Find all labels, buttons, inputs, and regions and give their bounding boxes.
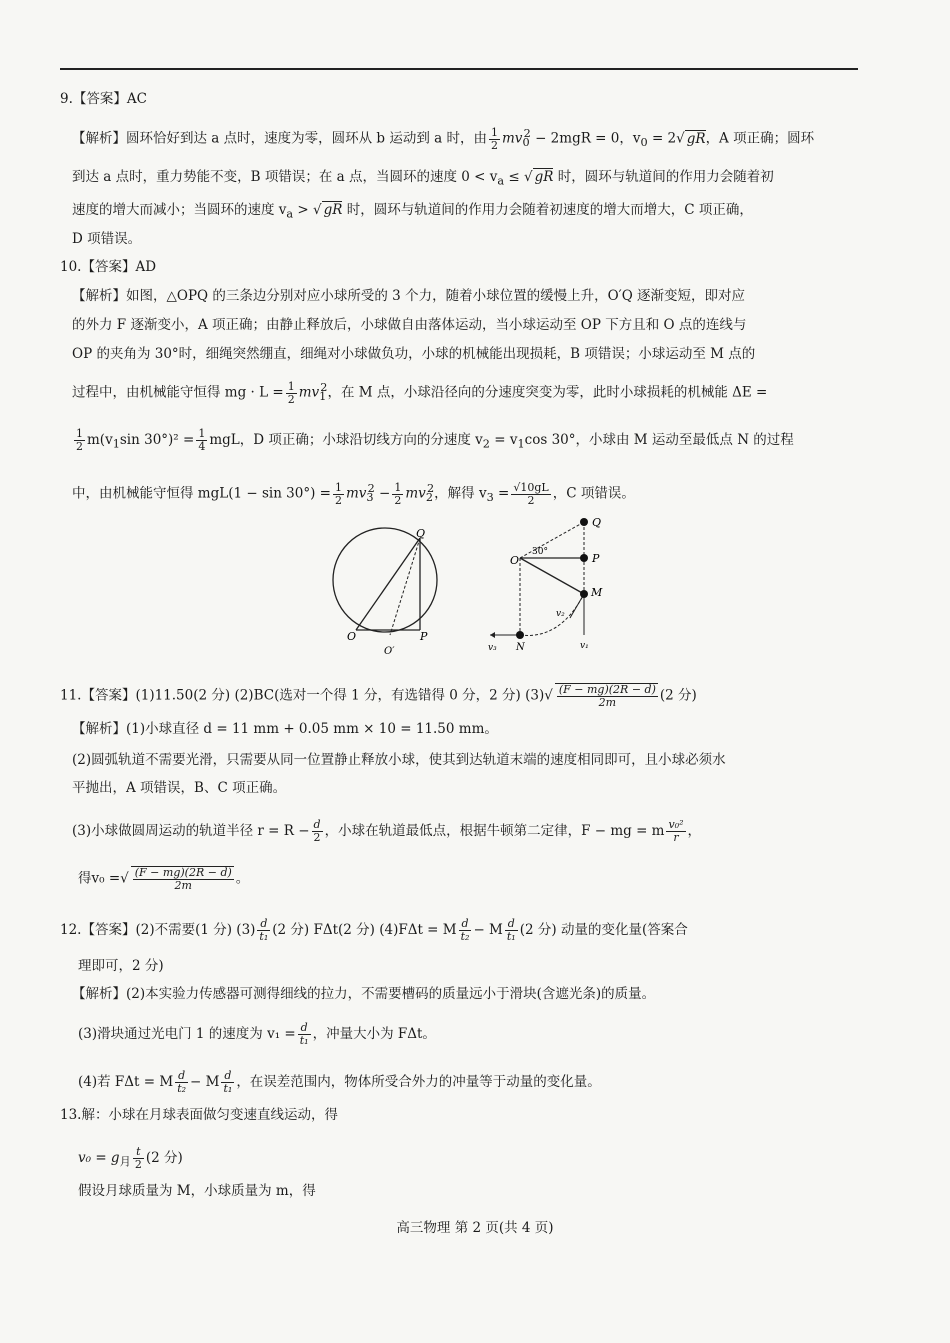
top-rule xyxy=(60,68,858,70)
label-O2: O xyxy=(510,554,520,567)
label-v3: v₃ xyxy=(488,643,497,653)
q9-analysis-line-3: 速度的增大而减小；当圆环的速度 $v_a$ > √ gR 时，圆环与轨道间的作用力会随着初速度的增大而增大，C 项正确， xyxy=(72,202,753,221)
label-P2: P xyxy=(592,552,600,565)
circle-diagram xyxy=(333,527,437,657)
q12-answer-line-2: 理即可，2 分) xyxy=(78,958,164,974)
q11-analysis-line-1: 【解析】(1)小球直径 d = 11 mm + 0.05 mm × 10 = 11.50 mm。 xyxy=(72,721,498,737)
label-v2: v₂ xyxy=(556,609,565,619)
q13-line-3: 假设月球质量为 M，小球质量为 m，得 xyxy=(78,1183,316,1199)
q11-analysis-line-3: 平抛出，A 项错误，B、C 项正确。 xyxy=(72,780,287,796)
q9-answer: 9.【答案】AC xyxy=(60,91,147,107)
q10-analysis-line-1: 【解析】如图，△OPQ 的三条边分别对应小球所受的 3 个力，随着小球位置的缓慢上升，O′Q 逐渐变短，即对应 xyxy=(72,288,746,304)
q12-analysis-line-2: (3)滑块通过光电门 1 的速度为 v₁ = $\frac{d}{\text{t₁}}$ ，冲量大小为 FΔt。 xyxy=(78,1021,436,1047)
q11-analysis-line-4: (3)小球做圆周运动的轨道半径 r = R − $\frac{d}{2}$ ，小球在轨道最低点，根据牛顿第二定律，F − mg = m $\frac{\text{v₀²}}{r}$ ， xyxy=(72,818,702,844)
label-Q: Q xyxy=(416,527,426,540)
label-v1: v₁ xyxy=(580,641,589,651)
q9-analysis-line-2: 到达 a 点时，重力势能不变，B 项错误；在 a 点，当圆环的速度 $0 < v_a$ ≤ √ gR 时，圆环与轨道间的作用力会随着初 xyxy=(72,169,774,188)
q12-answer: 12.【答案】(2)不需要(1 分) (3) $\frac{d}{\text{t₁}}$ (2 分) FΔt(2 分) (4)FΔt = M $\frac{d}{\text{t₂}}$ − M $\frac{d}{\text{t₁}}$ (2 分) 动量的变化量(答案合 xyxy=(60,917,688,943)
q12-analysis-line-3: (4)若 FΔt = M $\frac{d}{\text{t₂}}$ − M $\frac{d}{\text{t₁}}$ ，在误差范围内，物体所受合外力的冲量等于动量的变化量。 xyxy=(78,1069,601,1095)
label-M: M xyxy=(591,586,603,599)
q10-analysis-line-3: OP 的夹角为 30°时，细绳突然绷直，细绳对小球做负功，小球的机械能出现损耗，B 项错误；小球运动至 M 点的 xyxy=(72,346,756,362)
label-Q2: Q xyxy=(592,516,602,529)
q10-analysis-line-2: 的外力 F 逐渐变小，A 项正确；由静止释放后，小球做自由落体运动，当小球运动至 OP 下方且和 O 点的连线与 xyxy=(72,317,747,333)
label-N: N xyxy=(516,642,525,653)
pendulum-diagram xyxy=(488,516,603,653)
q13-line-1: 13.解：小球在月球表面做匀变速直线运动，得 xyxy=(60,1107,338,1123)
q9-analysis-line-4: D 项错误。 xyxy=(72,231,142,247)
label-O-prime: O′ xyxy=(384,646,395,657)
q10-analysis-line-5: $\frac{1}{2}$ $m(v_1\sin$ 30°)² = $\frac{1}{4}$ mgL，D 项正确；小球沿切线方向的分速度 $v_2 = v_1\cos$ 30°，小球由 M 运动至最低点 N 的过程 xyxy=(76,427,794,453)
q10-answer: 10.【答案】AD xyxy=(60,259,157,275)
q13-line-2: $v_0 = g_月$ $\frac{t}{2}$ (2 分) xyxy=(78,1145,183,1171)
q11-analysis-line-2: (2)圆弧轨道不需要光滑，只需要从同一位置静止释放小球，使其到达轨道末端的速度相同即可，且小球必须水 xyxy=(72,752,726,768)
q10-analysis-line-4: 过程中，由机械能守恒得 mg · L = $\frac{1}{2}$ $mv_1^2$，在 M 点，小球沿径向的分速度突变为零，此时小球损耗的机械能 ΔE = xyxy=(72,379,768,406)
q11-analysis-line-5: 得v₀ =√ $\frac{(F - mg)(2R - d)}{2m}$ 。 xyxy=(78,866,250,892)
q12-analysis-line-1: 【解析】(2)本实验力传感器可测得细线的拉力，不需要槽码的质量远小于滑块(含遮光条)的质量。 xyxy=(72,986,656,1002)
q10-figure xyxy=(320,510,630,660)
q9-analysis-line-1: 【解析】圆环恰好到达 a 点时，速度为零，圆环从 b 运动到 a 时，由 $\frac{1}{2}$ $mv_0^2 - 2mgR = 0$，$v_0 = 2√$ gR，A 项正确；圆环 xyxy=(72,125,815,152)
q11-answer: 11.【答案】(1)11.50(2 分) (2)BC(选对一个得 1 分，有选错得 0 分，2 分) (3)√ $\frac{(F - mg)(2R - d)}{2m}$ (2 分) xyxy=(60,683,697,709)
page-footer: 高三物理 第 2 页(共 4 页) xyxy=(396,1220,554,1236)
label-P: P xyxy=(420,630,428,643)
q10-analysis-line-6: 中，由机械能守恒得 mgL(1 − sin 30°) = $\frac{1}{2}$ $mv_3^2$ − $\frac{1}{2}$ $mv_2^2$，解得 $v_3$ = $\frac{√10gL}{2}$ ，C 项错误。 xyxy=(72,480,635,507)
label-angle: 30° xyxy=(532,547,548,557)
label-O: O xyxy=(347,630,357,643)
